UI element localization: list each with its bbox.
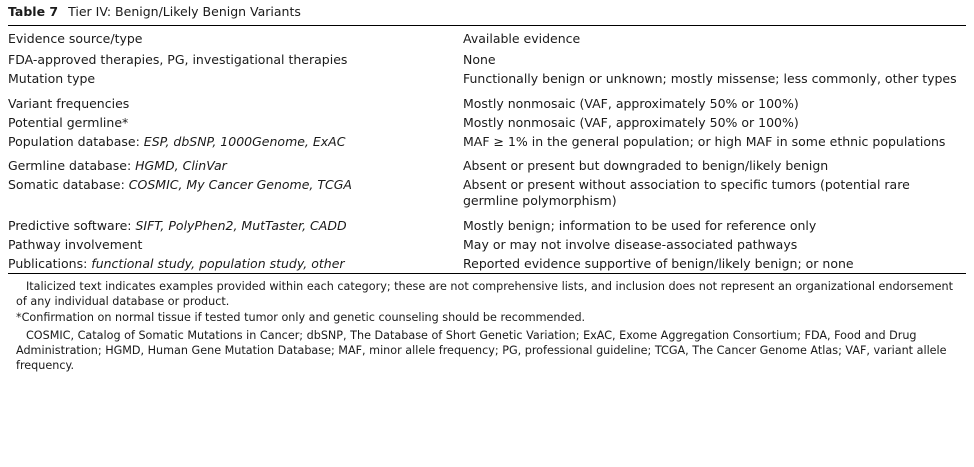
cell-evidence-source	[8, 113, 463, 132]
cell-evidence-source	[8, 211, 463, 236]
cell-available-evidence: May or may not involve disease-associated pathways	[463, 236, 798, 252]
cell-evidence-source	[8, 89, 463, 114]
cell-evidence-source	[8, 151, 463, 176]
table-row	[8, 113, 966, 132]
table-body	[8, 51, 966, 274]
source-label: Variant frequencies	[8, 95, 130, 111]
source-label: FDA-approved therapies, PG, investigational therapies	[8, 52, 348, 68]
source-label: Pathway involvement	[8, 236, 143, 252]
column-header-available-evidence: Available evidence	[463, 30, 581, 46]
cell-evidence-source	[8, 70, 463, 89]
cell-evidence-source	[8, 235, 463, 254]
cell-available-evidence: None	[463, 52, 496, 68]
table-row	[8, 70, 966, 89]
source-examples: HGMD, ClinVar	[135, 158, 227, 174]
cell-available-evidence: Mostly nonmosaic (VAF, approximately 50% or 100%)	[463, 114, 799, 130]
column-header-evidence-source: Evidence source/type	[8, 30, 143, 46]
source-label: Somatic database:	[8, 177, 129, 193]
table-caption	[8, 0, 966, 25]
cell-available-evidence: Absent or present but downgraded to benign/likely benign	[463, 158, 829, 174]
table-row	[8, 211, 966, 236]
evidence-table	[8, 26, 966, 274]
cell-available-evidence: Reported evidence supportive of benign/likely benign; or none	[463, 255, 854, 271]
source-label: Mutation type	[8, 71, 96, 87]
table-caption-text: Tier IV: Benign/Likely Benign Variants	[68, 4, 301, 19]
table-row	[8, 235, 966, 254]
footnote-italics: Italicized text indicates examples provided within each category; these are not comprehensive lists, and inclusion does not represent an organizational endorsement of any individual database or product.	[16, 280, 954, 309]
table-row	[8, 254, 966, 273]
table-footnotes	[8, 274, 966, 373]
cell-evidence-source	[8, 132, 463, 151]
source-examples: SIFT, PolyPhen2, MutTaster, CADD	[135, 217, 347, 233]
cell-available-evidence: MAF ≥ 1% in the general population; or high MAF in some ethnic populations	[463, 133, 946, 149]
source-examples: ESP, dbSNP, 1000Genome, ExAC	[143, 133, 346, 149]
source-label: Publications:	[8, 255, 92, 271]
table-row	[8, 89, 966, 114]
table-caption-label: Table 7	[8, 4, 59, 19]
source-label: Population database:	[8, 133, 144, 149]
table-row	[8, 51, 966, 70]
cell-available-evidence: Mostly nonmosaic (VAF, approximately 50% or 100%)	[463, 95, 799, 111]
table-row	[8, 176, 966, 211]
table-row	[8, 151, 966, 176]
cell-evidence-source	[8, 51, 463, 70]
footnote-asterisk: *Confirmation on normal tissue if tested tumor only and genetic counseling should be recommended.	[16, 310, 586, 324]
source-label: Germline database:	[8, 158, 136, 174]
table-head	[8, 26, 966, 51]
table-row	[8, 132, 966, 151]
source-label: Potential germline*	[8, 114, 129, 130]
table-header-row	[8, 26, 966, 51]
source-examples: COSMIC, My Cancer Genome, TCGA	[128, 177, 352, 193]
cell-available-evidence: Mostly benign; information to be used for reference only	[463, 217, 817, 233]
cell-available-evidence: Absent or present without association to specific tumors (potential rare germline polymorphism)	[463, 177, 910, 209]
footnote-abbreviations: COSMIC, Catalog of Somatic Mutations in Cancer; dbSNP, The Database of Short Genetic Variation; ExAC, Exome Aggregation Consortium; FDA, Food and Drug Administration; HGMD, Human Gene Mutation Database; MAF, minor allele frequency; PG, professional guideline; TCGA, The Cancer Genome Atlas; VAF, variant allele frequency.	[16, 328, 947, 372]
cell-evidence-source	[8, 254, 463, 273]
cell-available-evidence: Functionally benign or unknown; mostly missense; less commonly, other types	[463, 71, 957, 87]
cell-evidence-source	[8, 176, 463, 211]
source-label: Predictive software:	[8, 217, 136, 233]
source-examples: functional study, population study, other	[91, 255, 345, 271]
